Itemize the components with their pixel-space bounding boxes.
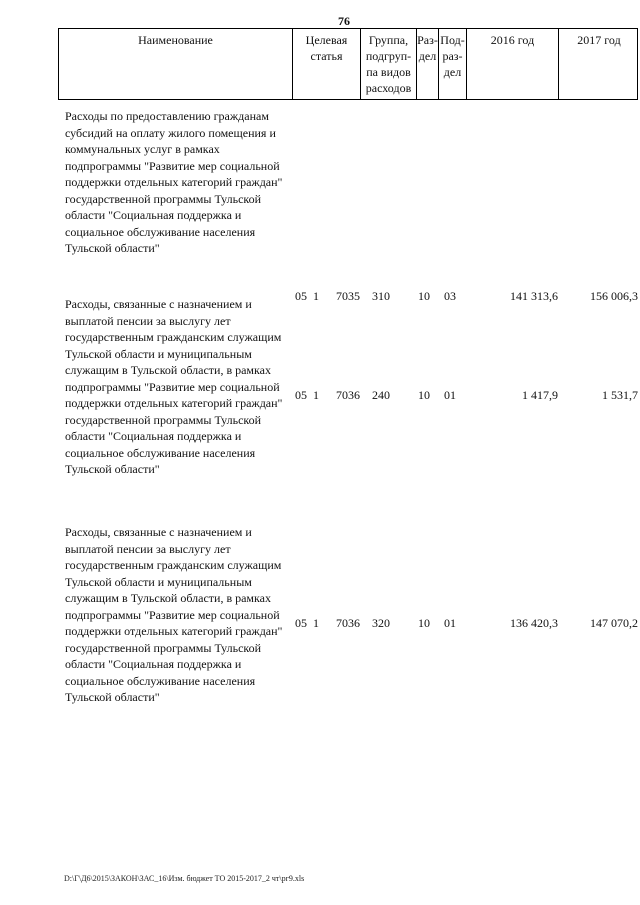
table-row — [58, 296, 640, 496]
row-code-part1: 05 — [295, 289, 307, 303]
row-subsection: 03 — [444, 289, 456, 303]
row-name: Расходы, связанные с назначением и выплатой пенсии за выслугу лет государственным гражданским служащим Тульской области и муниципальным служащим в Тульской области, в рамках подпрограммы "Развитие мер социальной поддержки отдельных категорий граждан" государственной программы Тульской области "Социальная поддержка и социальное обслуживание населения Тульской области" — [65, 525, 283, 704]
table-row — [58, 108, 640, 303]
table-header — [58, 28, 638, 100]
row-code-part2: 1 — [313, 616, 319, 630]
row-group: 240 — [372, 388, 390, 402]
page-number: 76 — [338, 14, 350, 28]
header-year-2017: 2017 год — [577, 33, 621, 47]
row-name: Расходы, связанные с назначением и выплатой пенсии за выслугу лет государственным гражданским служащим Тульской области и муниципальным служащим в Тульской области, в рамках подпрограммы "Развитие мер социальной поддержки отдельных категорий граждан" государственной программы Тульской области "Социальная поддержка и социальное обслуживание населения Тульской области" — [65, 297, 283, 476]
row-group: 310 — [372, 289, 390, 303]
header-subsection: Под- раз- дел — [439, 29, 467, 99]
row-code-part2: 1 — [313, 388, 319, 402]
row-value-2016: 141 313,6 — [510, 289, 558, 303]
row-value-2017: 1 531,7 — [602, 388, 638, 402]
header-name: Наименование — [59, 29, 293, 99]
file-path-footer: D:\Г\Д6\2015\ЗАКОН\ЗАС_16\Изм. бюджет ТО 2015-2017_2 чт\рг9.xls — [64, 874, 305, 883]
row-subsection: 01 — [444, 388, 456, 402]
row-section: 10 — [418, 616, 430, 630]
row-group: 320 — [372, 616, 390, 630]
header-target-article: Целевая статья — [293, 29, 361, 99]
row-section: 10 — [418, 388, 430, 402]
header-year-2016: 2016 год — [467, 29, 559, 99]
row-code-part3: 7036 — [336, 388, 360, 402]
row-code-part3: 7036 — [336, 616, 360, 630]
header-section: Раз- дел — [417, 29, 439, 99]
row-value-2016: 136 420,3 — [510, 616, 558, 630]
header-expense-group: Группа, подгруп- па видов расходов — [361, 29, 417, 99]
row-code-part1: 05 — [295, 388, 307, 402]
row-name: Расходы по предоставлению гражданам субсидий на оплату жилого помещения и коммунальных услуг в рамках подпрограммы "Развитие мер социальной поддержки отдельных категорий граждан" государственной программы Тульской области "Социальная поддержка и социальное обслуживание населения Тульской области" — [65, 109, 283, 255]
row-code-part3: 7035 — [336, 289, 360, 303]
table-row — [58, 524, 640, 724]
row-value-2017: 147 070,2 — [590, 616, 638, 630]
row-code-part2: 1 — [313, 289, 319, 303]
row-section: 10 — [418, 289, 430, 303]
row-value-2017: 156 006,3 — [590, 289, 638, 303]
row-subsection: 01 — [444, 616, 456, 630]
row-code-part1: 05 — [295, 616, 307, 630]
row-value-2016: 1 417,9 — [522, 388, 558, 402]
